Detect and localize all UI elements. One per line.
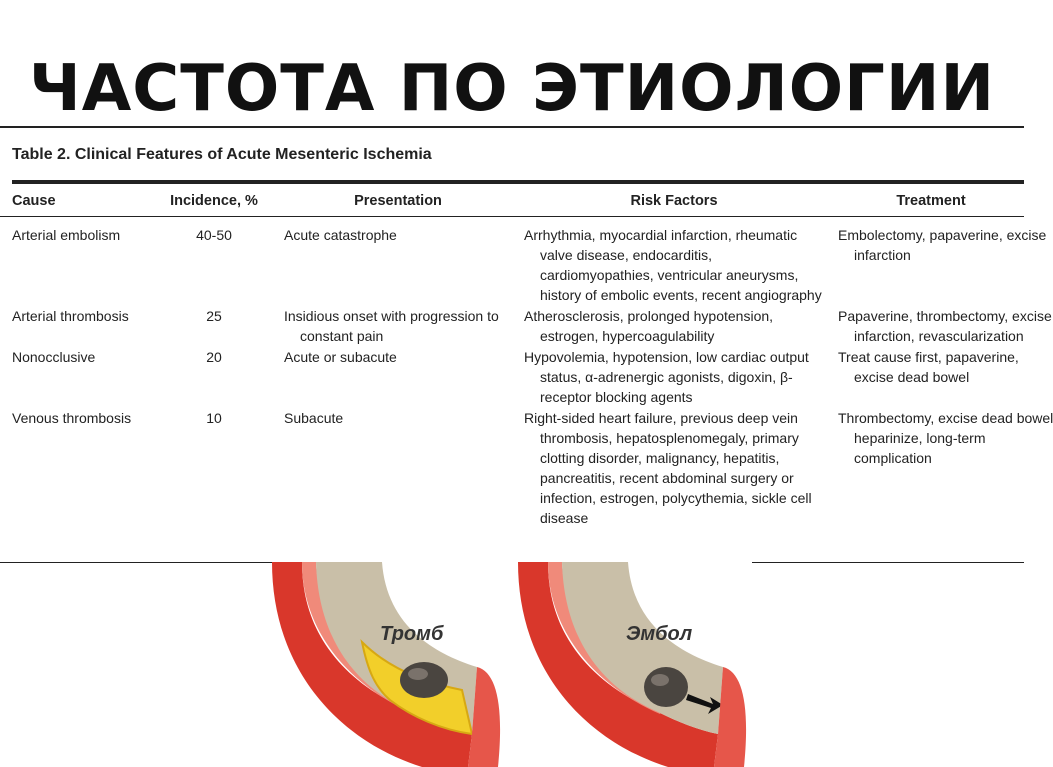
- cell-presentation: Insidious onset with progression to constant pain: [284, 308, 499, 344]
- cell-treatment-line: complication: [854, 450, 932, 466]
- thrombus-clot: [400, 662, 448, 698]
- cell-treatment-line: heparinize, long-term: [854, 430, 986, 446]
- cell-cause: Venous thrombosis: [12, 410, 132, 426]
- cell-incidence: 20: [206, 349, 222, 365]
- vessel-illustration: [272, 562, 752, 767]
- table-row: [0, 346, 1024, 407]
- bottom-rule-left: [0, 562, 272, 563]
- table-caption: Table 2. Clinical Features of Acute Mesenteric Ischemia: [12, 146, 432, 163]
- cell-incidence: 25: [206, 308, 222, 324]
- table-row: [0, 305, 1024, 346]
- cell-presentation: Acute or subacute: [284, 349, 397, 365]
- cell-incidence: 40-50: [196, 227, 232, 243]
- header-rule: [0, 217, 1024, 225]
- top-rule: [0, 126, 1024, 128]
- cell-treatment-line: infarction, revascularization: [854, 328, 1024, 344]
- bottom-rule-right: [752, 562, 1024, 563]
- header-cause: Cause: [12, 193, 56, 209]
- cell-cause: Arterial thrombosis: [12, 308, 129, 324]
- embolus-label: Эмбол: [626, 623, 693, 645]
- embolus-clot: [644, 667, 688, 707]
- table-row: [0, 407, 1024, 528]
- cell-risk-factors: Right-sided heart failure, previous deep vein thrombosis, hepatosplenomegaly, primary clotting disorder, malignancy, hepatitis, pancreatitis, recent abdominal surgery or infection, estrogen, polycythemia, sickle cell disease: [524, 410, 812, 526]
- clinical-features-table: [0, 188, 1053, 528]
- table-header-row: [0, 188, 1024, 217]
- cell-treatment-line: infarction: [854, 247, 911, 263]
- cell-treatment-line: excise dead bowel: [854, 369, 970, 385]
- thrombus-label: Тромб: [380, 623, 444, 645]
- slide-title: ЧАСТОТА ПО ЭТИОЛОГИИ: [28, 52, 996, 126]
- header-presentation: Presentation: [354, 193, 442, 209]
- cell-risk-factors: Hypovolemia, hypotension, low cardiac output status, α-adrenergic agonists, digoxin, β-receptor blocking agents: [524, 349, 809, 405]
- cell-cause: Nonocclusive: [12, 349, 96, 365]
- cell-presentation: Subacute: [284, 410, 344, 426]
- cell-treatment-line: Treat cause first, papaverine,: [838, 349, 1019, 365]
- cell-presentation: Acute catastrophe: [284, 227, 397, 243]
- table-row: [0, 224, 1024, 305]
- cell-risk-factors: Arrhythmia, myocardial infarction, rheumatic valve disease, endocarditis, cardiomyopathies, ventricular aneurysms, history of embolic events, recent angiography: [524, 227, 822, 303]
- header-incidence: Incidence, %: [170, 193, 258, 209]
- clot-highlight: [651, 674, 669, 686]
- cell-treatment-line: Embolectomy, papaverine, excise: [838, 227, 1047, 243]
- header-risk-factors: Risk Factors: [630, 193, 718, 209]
- caption-rule: [12, 180, 1024, 184]
- cell-risk-factors: Atherosclerosis, prolonged hypotension, estrogen, hypercoagulability: [524, 308, 774, 344]
- cell-treatment-line: Papaverine, thrombectomy, excise: [838, 308, 1052, 324]
- header-treatment: Treatment: [896, 193, 966, 209]
- cell-cause: Arterial embolism: [12, 227, 121, 243]
- clot-highlight: [408, 668, 428, 680]
- cell-incidence: 10: [206, 410, 222, 426]
- cell-treatment-line: Thrombectomy, excise dead bowel: [838, 410, 1053, 426]
